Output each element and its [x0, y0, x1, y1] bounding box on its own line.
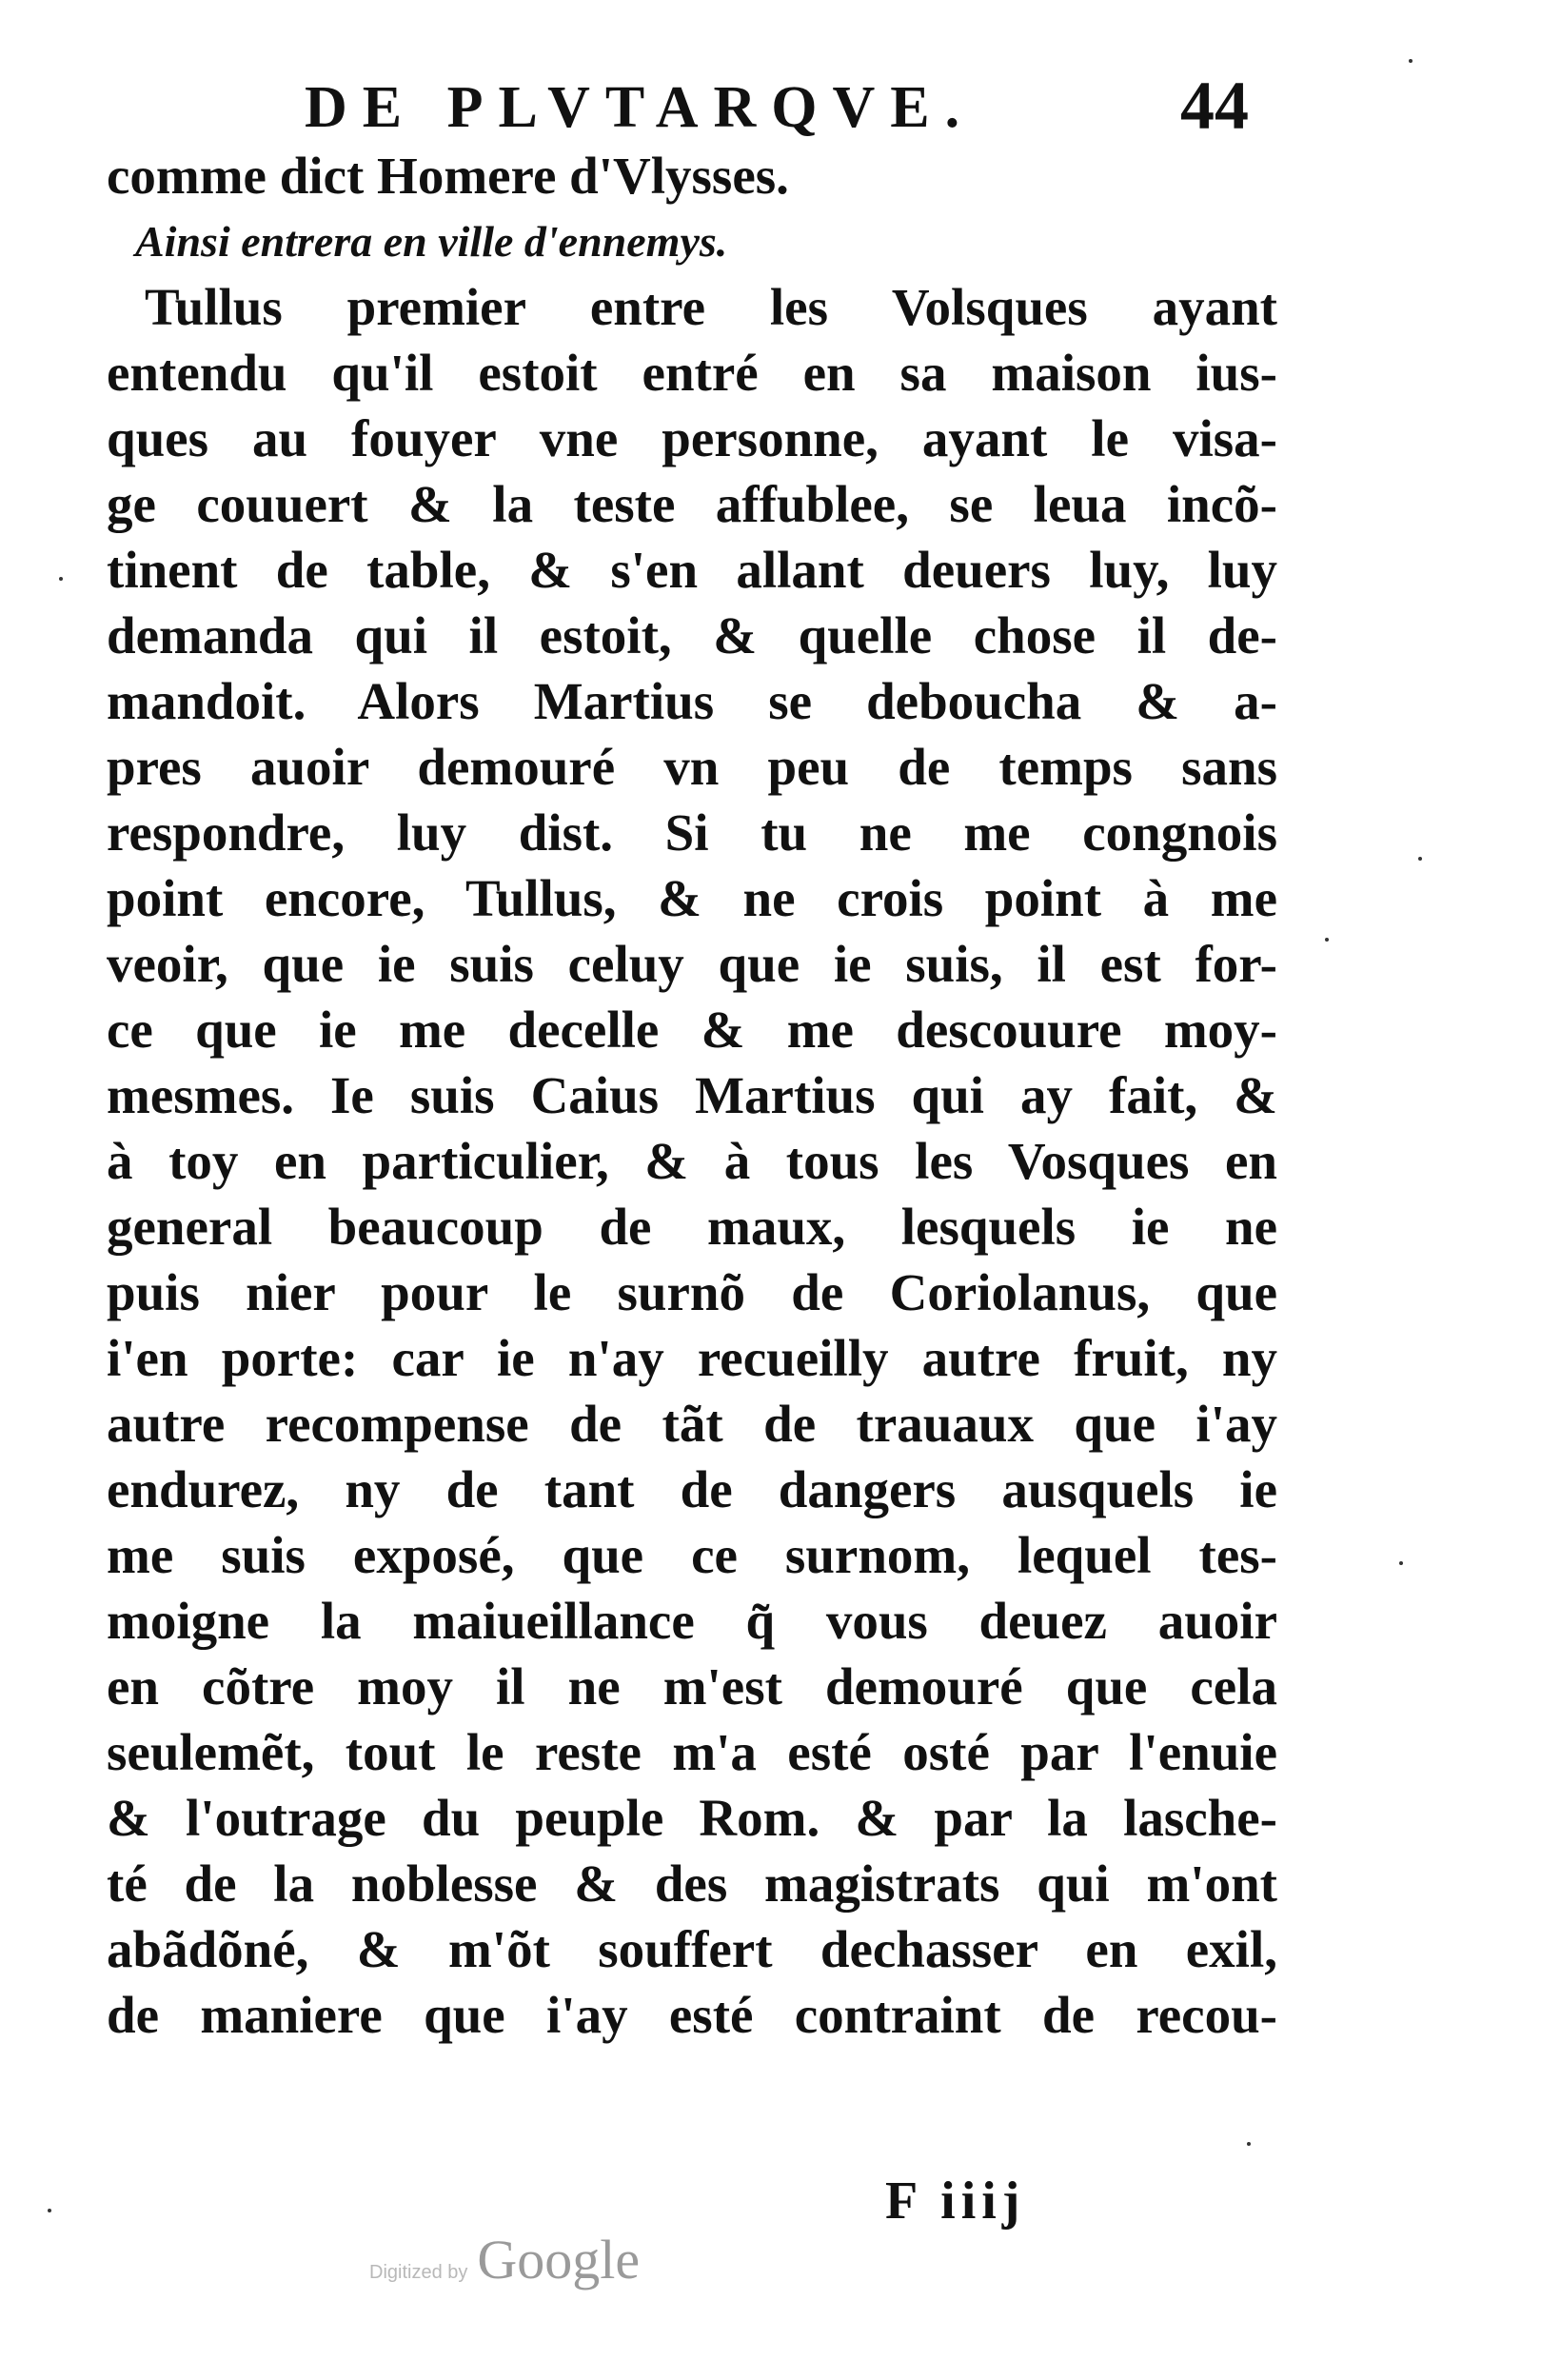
running-title: DE PLVTARQVE.: [305, 75, 976, 140]
text-line: mandoit. Alors Martius se deboucha & a-: [107, 672, 1277, 730]
text-line: point encore, Tullus, & ne crois point à me: [107, 869, 1277, 927]
ink-speck: [1247, 2142, 1251, 2146]
ink-speck: [1409, 59, 1413, 63]
text-line: à toy en particulier, & à tous les Vosques en: [107, 1132, 1277, 1190]
text-line: tinent de table, & s'en allant deuers luy, luy: [107, 541, 1277, 599]
text-line: entendu qu'il estoit entré en sa maison ius-: [107, 344, 1277, 402]
text-line: ge couuert & la teste affublee, se leua incõ-: [107, 475, 1277, 533]
text-line: mesmes. Ie suis Caius Martius qui ay fait, &: [107, 1066, 1277, 1124]
text-line: ce que ie me decelle & me descouure moy-: [107, 1001, 1277, 1059]
signature-mark: F iiij: [885, 2172, 1026, 2231]
text-line: de maniere que i'ay esté contraint de recou-: [107, 1986, 1277, 2044]
text-line: & l'outrage du peuple Rom. & par la lasche-: [107, 1789, 1277, 1847]
text-line: endurez, ny de tant de dangers ausquels ie: [107, 1460, 1277, 1518]
text-line: general beaucoup de maux, lesquels ie ne: [107, 1198, 1277, 1256]
text-line: veoir, que ie suis celuy que ie suis, il est for-: [107, 935, 1277, 993]
text-line: abãdõné, & m'õt souffert dechasser en exil,: [107, 1920, 1277, 1978]
digitized-label: Digitized by: [369, 2262, 468, 2283]
body-text: [107, 143, 1277, 2048]
ink-speck: [1325, 938, 1329, 942]
ink-speck: [48, 2209, 51, 2212]
text-line: autre recompense de tãt de trauaux que i'ay: [107, 1395, 1277, 1453]
text-line: té de la noblesse & des magistrats qui m'ont: [107, 1854, 1277, 1913]
text-line: pres auoir demouré vn peu de temps sans: [107, 738, 1277, 796]
text-line: seulemẽt, tout le reste m'a esté osté par l'enuie: [107, 1723, 1277, 1781]
text-line: comme dict Homere d'Vlysses.: [107, 147, 789, 205]
ink-speck: [1399, 1561, 1403, 1565]
text-line: i'en porte: car ie n'ay recueilly autre fruit, ny: [107, 1329, 1277, 1387]
page-number: 44: [1180, 68, 1249, 144]
digitized-watermark: [369, 2228, 640, 2291]
ink-speck: [59, 577, 63, 581]
text-line: Tullus premier entre les Volsques ayant: [145, 278, 1277, 336]
ink-speck: [1418, 857, 1422, 861]
text-line: me suis exposé, que ce surnom, lequel tes-: [107, 1526, 1277, 1584]
text-line: puis nier pour le surnõ de Coriolanus, que: [107, 1263, 1277, 1321]
verse-quote-line: Ainsi entrera en ville d'ennemys.: [135, 217, 728, 266]
text-line: ques au fouyer vne personne, ayant le visa-: [107, 409, 1277, 467]
text-line: en cõtre moy il ne m'est demouré que cela: [107, 1657, 1277, 1716]
text-line: demanda qui il estoit, & quelle chose il de-: [107, 606, 1277, 664]
google-logo: Google: [477, 2229, 641, 2291]
text-line: moigne la maiueillance q̃ vous deuez auoir: [107, 1592, 1277, 1650]
text-line: respondre, luy dist. Si tu ne me congnois: [107, 803, 1277, 862]
